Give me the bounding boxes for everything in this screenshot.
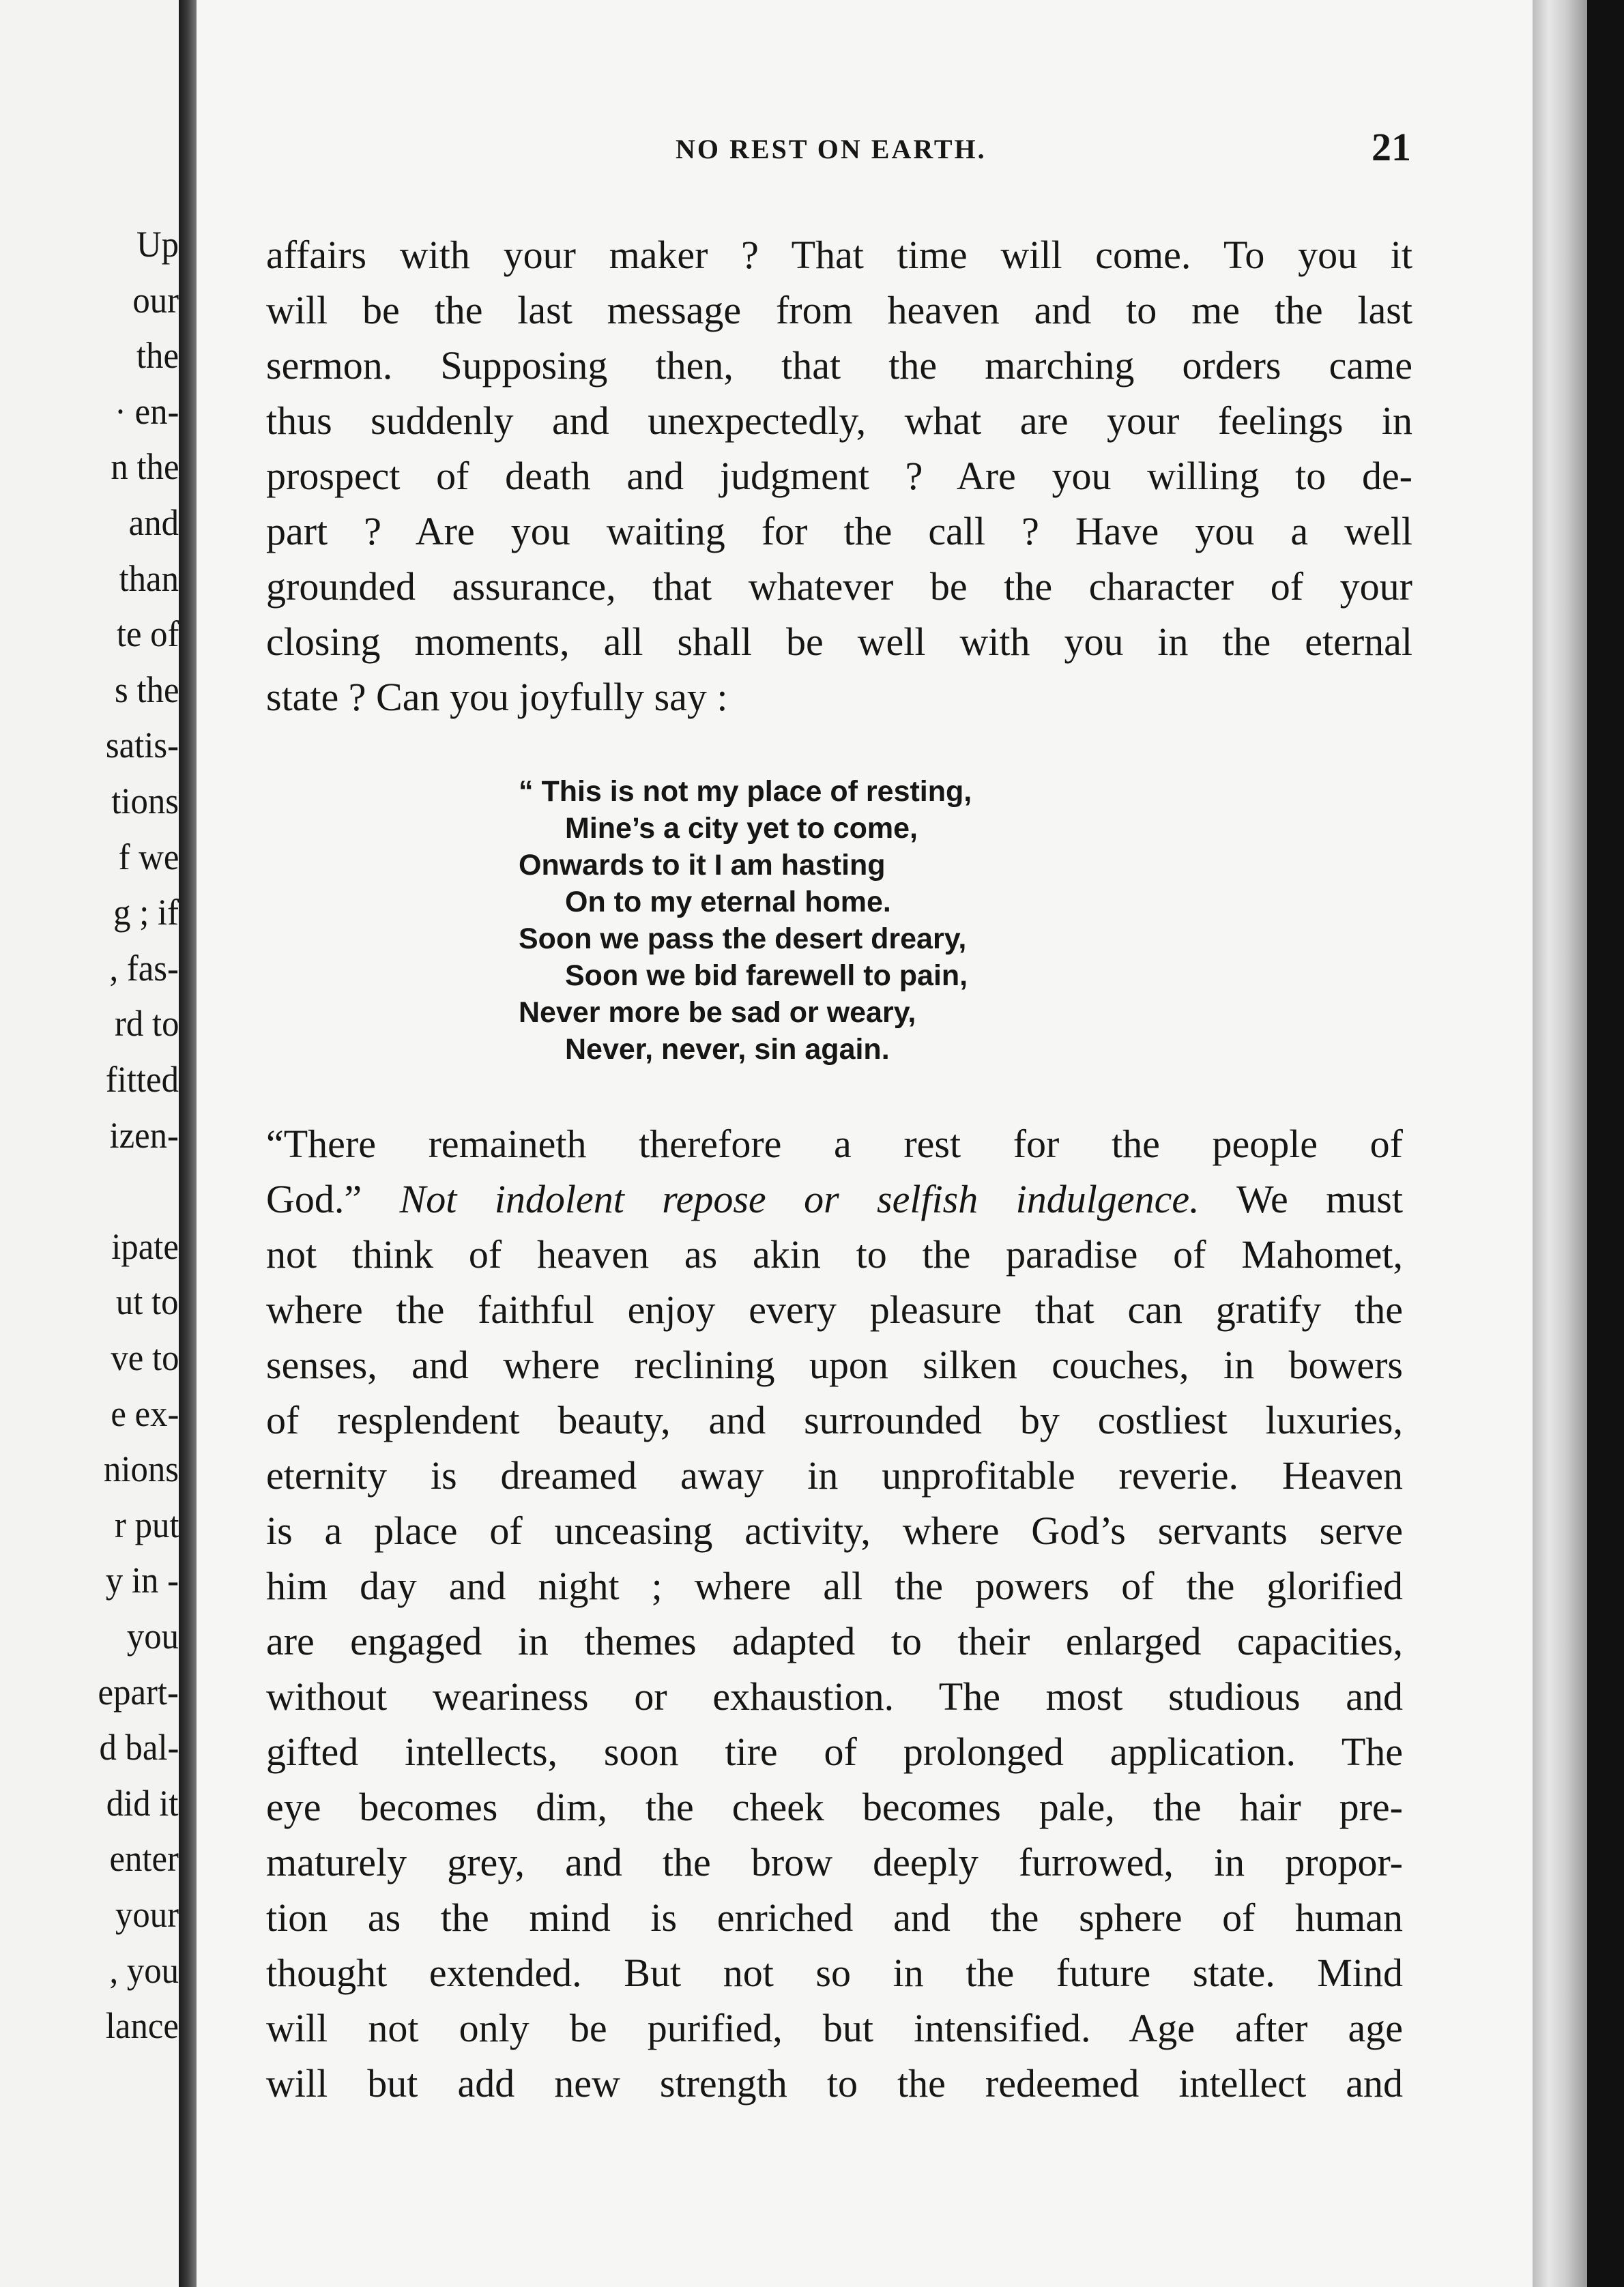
facing-page-text: r put [114,1504,179,1545]
text-line: part ? Are you waiting for the call ? Have you a well [266,509,1412,553]
text-line: eye becomes dim, the cheek becomes pale, the hair pre- [266,1785,1403,1829]
facing-page-text: you [126,1616,179,1657]
facing-page-text: did it [106,1782,179,1824]
poem-line: Onwards to it I am hasting [519,849,886,882]
text-line: him day and night ; where all the powers of the glorified [266,1564,1403,1608]
text-line: is a place of unceasing activity, where God’s servants serve [266,1509,1403,1553]
facing-page-text: , fas- [109,947,179,989]
facing-page-text: d bal- [99,1727,179,1768]
facing-page-text: , you [109,1949,179,1991]
page-number: 21 [1372,125,1411,169]
text-line: thought extended. But not so in the future state. Mind [266,1951,1403,1995]
text-line: thus suddenly and unexpectedly, what are your feelings in [266,398,1412,443]
text-line: will but add new strength to the redeemed intellect and [266,2061,1403,2106]
facing-page-text: enter [109,1838,179,1880]
text-line: will be the last message from heaven and to me the last [266,288,1412,332]
text-line: sermon. Supposing then, that the marching orders came [266,343,1412,388]
text-run: God.” [266,1177,362,1221]
facing-page-text: fitted [105,1059,179,1100]
running-head: NO REST ON EARTH. [676,134,987,164]
facing-page-text: izen- [109,1114,179,1156]
text-line: of resplendent beauty, and surrounded by costliest luxuries, [266,1398,1403,1442]
text-line: tion as the mind is enriched and the sphere of human [266,1895,1403,1940]
text-line: grounded assurance, that whatever be the character of your [266,564,1412,609]
facing-page-text: ut to [116,1281,179,1323]
facing-page-text: the [136,335,179,377]
text-line: closing moments, all shall be well with you in the eternal [266,620,1412,664]
facing-page-text: y in - [105,1560,179,1601]
facing-page-text: nions [103,1448,179,1490]
text-line: where the faithful enjoy every pleasure that can gratify the [266,1287,1403,1332]
page-edge [1533,0,1587,2287]
facing-page-text: e ex- [110,1393,179,1434]
facing-page-text: ipate [111,1225,179,1267]
facing-page-text: than [119,557,179,599]
text-line: senses, and where reclining upon silken couches, in bowers [266,1343,1403,1387]
italic-run: Not indolent repose or selfish indulgence. [399,1177,1200,1221]
facing-page-text: Up [136,224,179,265]
facing-page-text: rd to [114,1003,179,1045]
facing-page-text: n the [110,446,179,488]
poem-quote [519,773,972,1068]
text-line: affairs with your maker ? That time will come. To you it [266,233,1412,277]
facing-page-text: satis- [105,725,179,766]
text-line: gifted intellects, soon tire of prolonged application. The [266,1730,1403,1774]
paragraph-1 [266,227,1412,725]
text-line: are engaged in themes adapted to their enlarged capacities, [266,1619,1403,1663]
facing-page-text: f we [118,836,179,877]
text-line: maturely grey, and the brow deeply furrowed, in propor- [266,1840,1403,1884]
facing-page-text: s the [114,669,179,710]
poem-line: Soon we bid farewell to pain, [565,959,968,992]
text-line: not think of heaven as akin to the paradise of Mahomet, [266,1232,1403,1277]
facing-page-text: your [115,1894,179,1935]
poem-line: Never, never, sin again. [565,1033,890,1066]
facing-page-text: · en- [114,390,179,432]
poem-line: Never more be sad or weary, [519,996,916,1029]
text-line-mixed [266,1171,1403,1227]
text-line: state ? Can you joyfully say : [266,675,728,719]
text-run: We must [1236,1177,1403,1221]
text-line: eternity is dreamed away in unprofitable reverie. Heaven [266,1453,1403,1498]
poem-line: Mine’s a city yet to come, [565,812,918,845]
text-line: prospect of death and judgment ? Are you willing to de- [266,454,1412,498]
paragraph-2 [266,1116,1403,2111]
facing-page-text: te of [116,613,179,655]
facing-page-fragment [0,0,183,2287]
text-line: “There remaineth therefore a rest for the people of [266,1122,1403,1166]
facing-page-text: epart- [98,1671,179,1713]
poem-line: On to my eternal home. [565,886,891,918]
facing-page-text: lance [105,2005,179,2047]
text-line: without weariness or exhaustion. The most studious and [266,1674,1403,1719]
facing-page-text: ve to [110,1337,179,1378]
facing-page-text: tions [111,781,179,821]
background-edge [1587,0,1624,2287]
text-line: will not only be purified, but intensified. Age after age [266,2006,1403,2050]
poem-line: Soon we pass the desert dreary, [519,922,967,955]
facing-page-text: and [128,502,179,543]
poem-line: “ This is not my place of resting, [519,775,972,808]
facing-page-text: g ; if [113,892,179,933]
facing-page-text: our [132,279,179,321]
